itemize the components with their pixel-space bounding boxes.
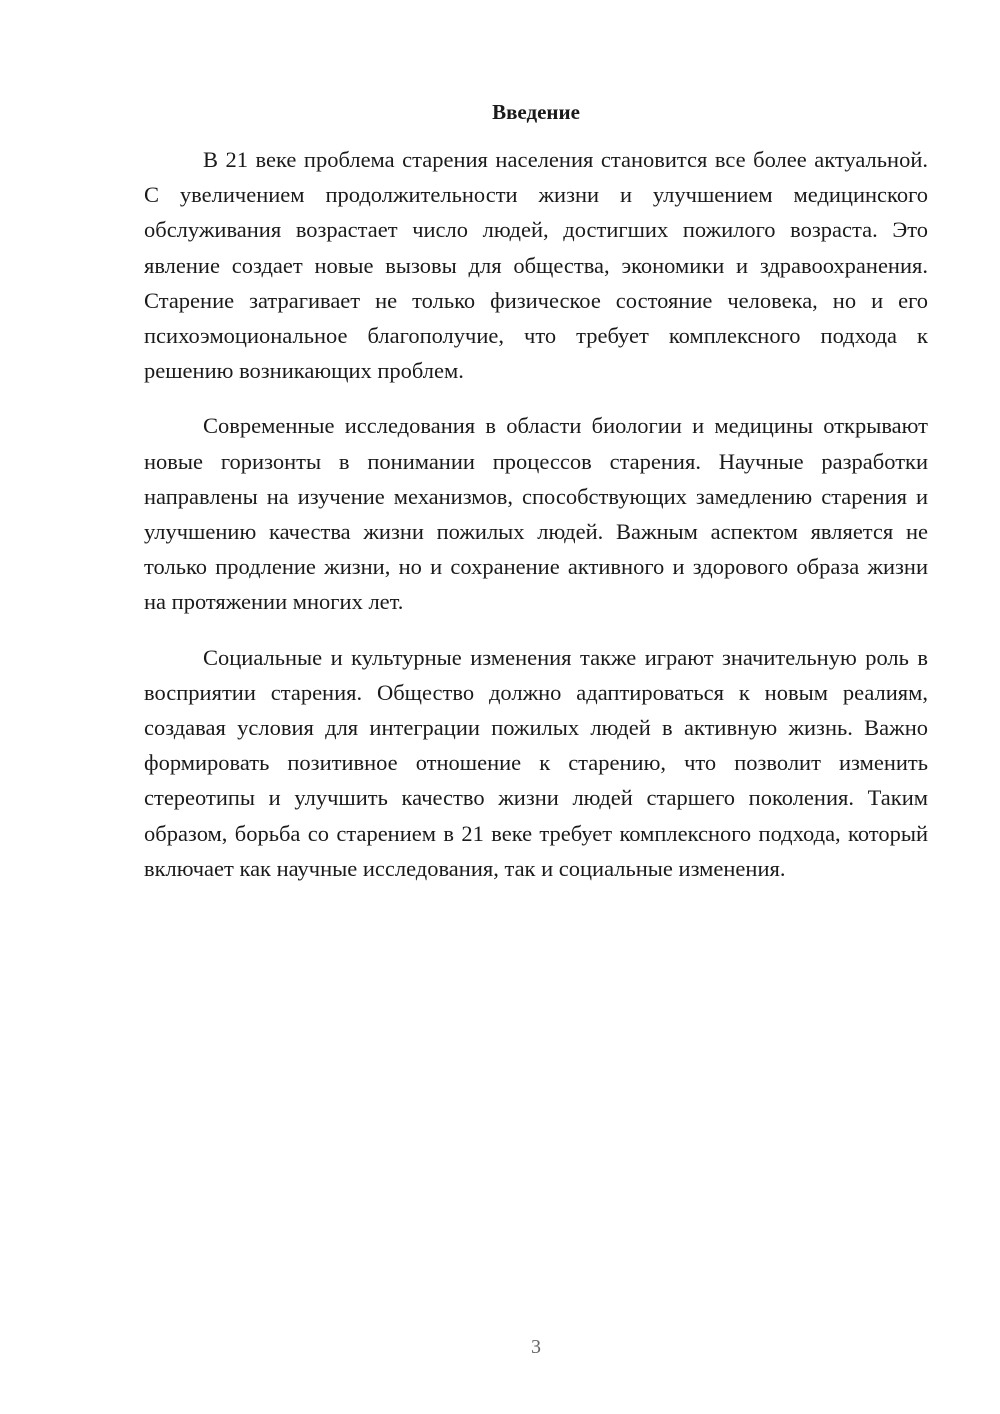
document-body [144,142,928,906]
paragraph-2: Современные исследования в области биологии и медицины открывают новые горизонты в понимании процессов старения. Научные разработки направлены на изучение механизмов, способствующих замедлению старения и улучшению качества жизни пожилых людей. Важным аспектом является не только продление жизни, но и сохранение активного и здорового образа жизни на протяжении многих лет. [144,413,928,615]
paragraph-3: Социальные и культурные изменения также играют значительную роль в восприятии старения. Общество должно адаптироваться к новым реалиям, создавая условия для интеграции пожилых людей в активную жизнь. Важно формировать позитивное отношение к старению, что позволит изменить стереотипы и улучшить качество жизни людей старшего поколения. Таким образом, борьба со старением в 21 веке требует комплексного подхода, который включает как научные исследования, так и социальные изменения. [144,644,928,881]
page-number: 3 [531,1336,541,1358]
section-heading: Введение [492,100,580,124]
paragraph-1: В 21 веке проблема старения населения становится все более актуальной. С увеличением продолжительности жизни и улучшением медицинского обслуживания возрастает число людей, достигших пожилого возраста. Это явление создает новые вызовы для общества, экономики и здравоохранения. Старение затрагивает не только физическое состояние человека, но и его психоэмоциональное благополучие, что требует комплексного подхода к решению возникающих проблем. [144,147,928,384]
